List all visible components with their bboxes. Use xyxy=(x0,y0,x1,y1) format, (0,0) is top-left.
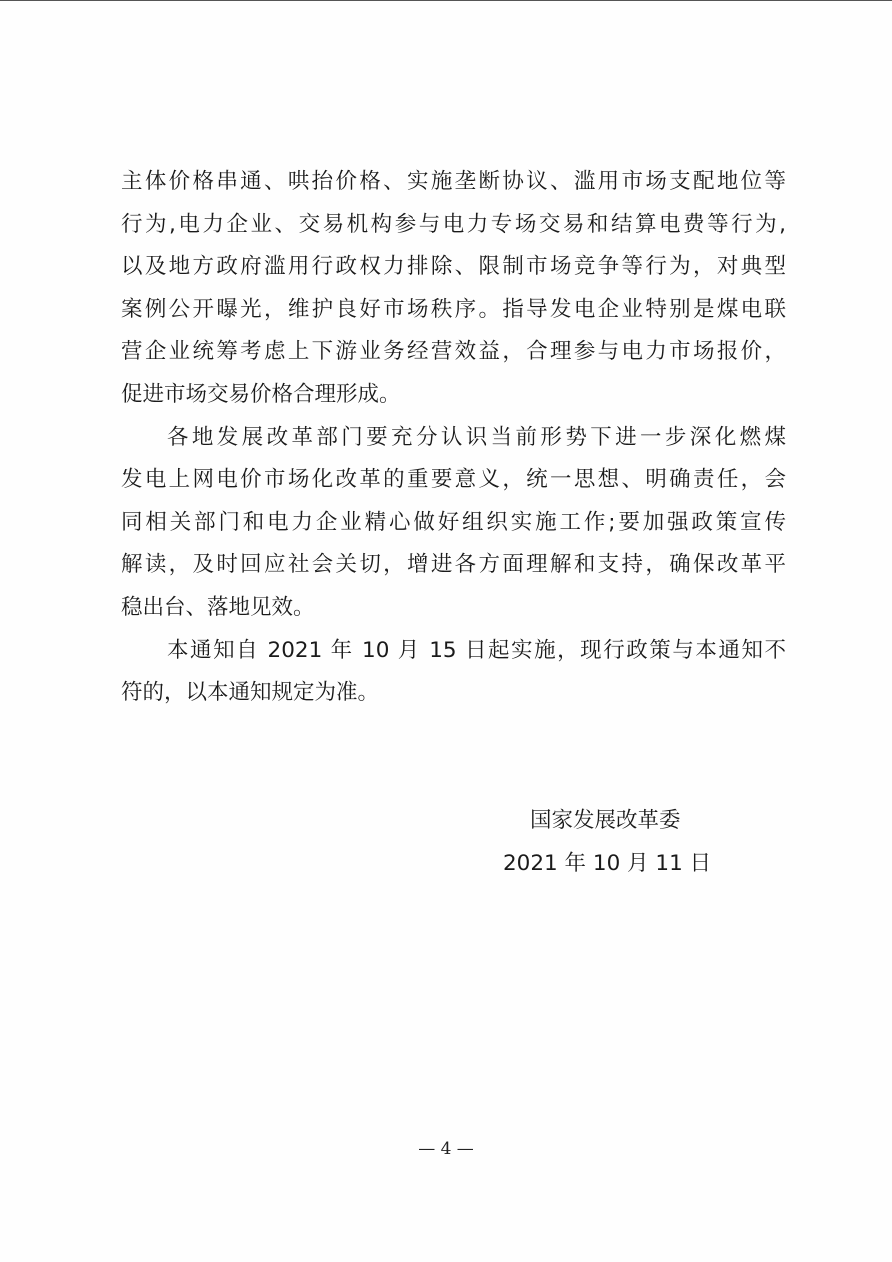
text-line: 符的，以本通知规定为准。 xyxy=(121,680,380,706)
paragraph-1 xyxy=(121,161,786,417)
paragraph-3 xyxy=(121,630,786,715)
page-number: — 4 — xyxy=(418,1139,474,1159)
text-line: 营企业统筹考虑上下游业务经营效益，合理参与电力市场报价， xyxy=(121,339,786,365)
text-line: 以及地方政府滥用行政权力排除、限制市场竞争等行为，对典型 xyxy=(121,254,786,280)
text-line: 促进市场交易价格合理形成。 xyxy=(121,381,401,407)
signing-date: 2021 年 10 月 11 日 xyxy=(503,851,712,876)
paragraph-2 xyxy=(121,417,786,630)
text-line: 各地发展改革部门要充分认识当前形势下进一步深化燃煤 xyxy=(167,424,786,450)
text-line: 稳出台、落地见效。 xyxy=(121,594,315,620)
text-line: 主体价格串通、哄抬价格、实施垄断协议、滥用市场支配地位等 xyxy=(121,169,786,194)
text-line: 行为,电力企业、交易机构参与电力专场交易和结算电费等行为, xyxy=(121,211,786,237)
text-line: 本通知自 2021 年 10 月 15 日起实施，现行政策与本通知不 xyxy=(167,637,786,663)
signing-organization: 国家发展改革委 xyxy=(530,808,681,833)
text-line: 同相关部门和电力企业精心做好组织实施工作;要加强政策宣传 xyxy=(121,509,786,535)
text-line: 解读，及时回应社会关切，增进各方面理解和支持，确保改革平 xyxy=(121,552,786,578)
document-body xyxy=(121,161,786,715)
text-line: 案例公开曝光，维护良好市场秩序。指导发电企业特别是煤电联 xyxy=(121,296,786,322)
text-line: 发电上网电价市场化改革的重要意义，统一思想、明确责任，会 xyxy=(121,467,786,493)
